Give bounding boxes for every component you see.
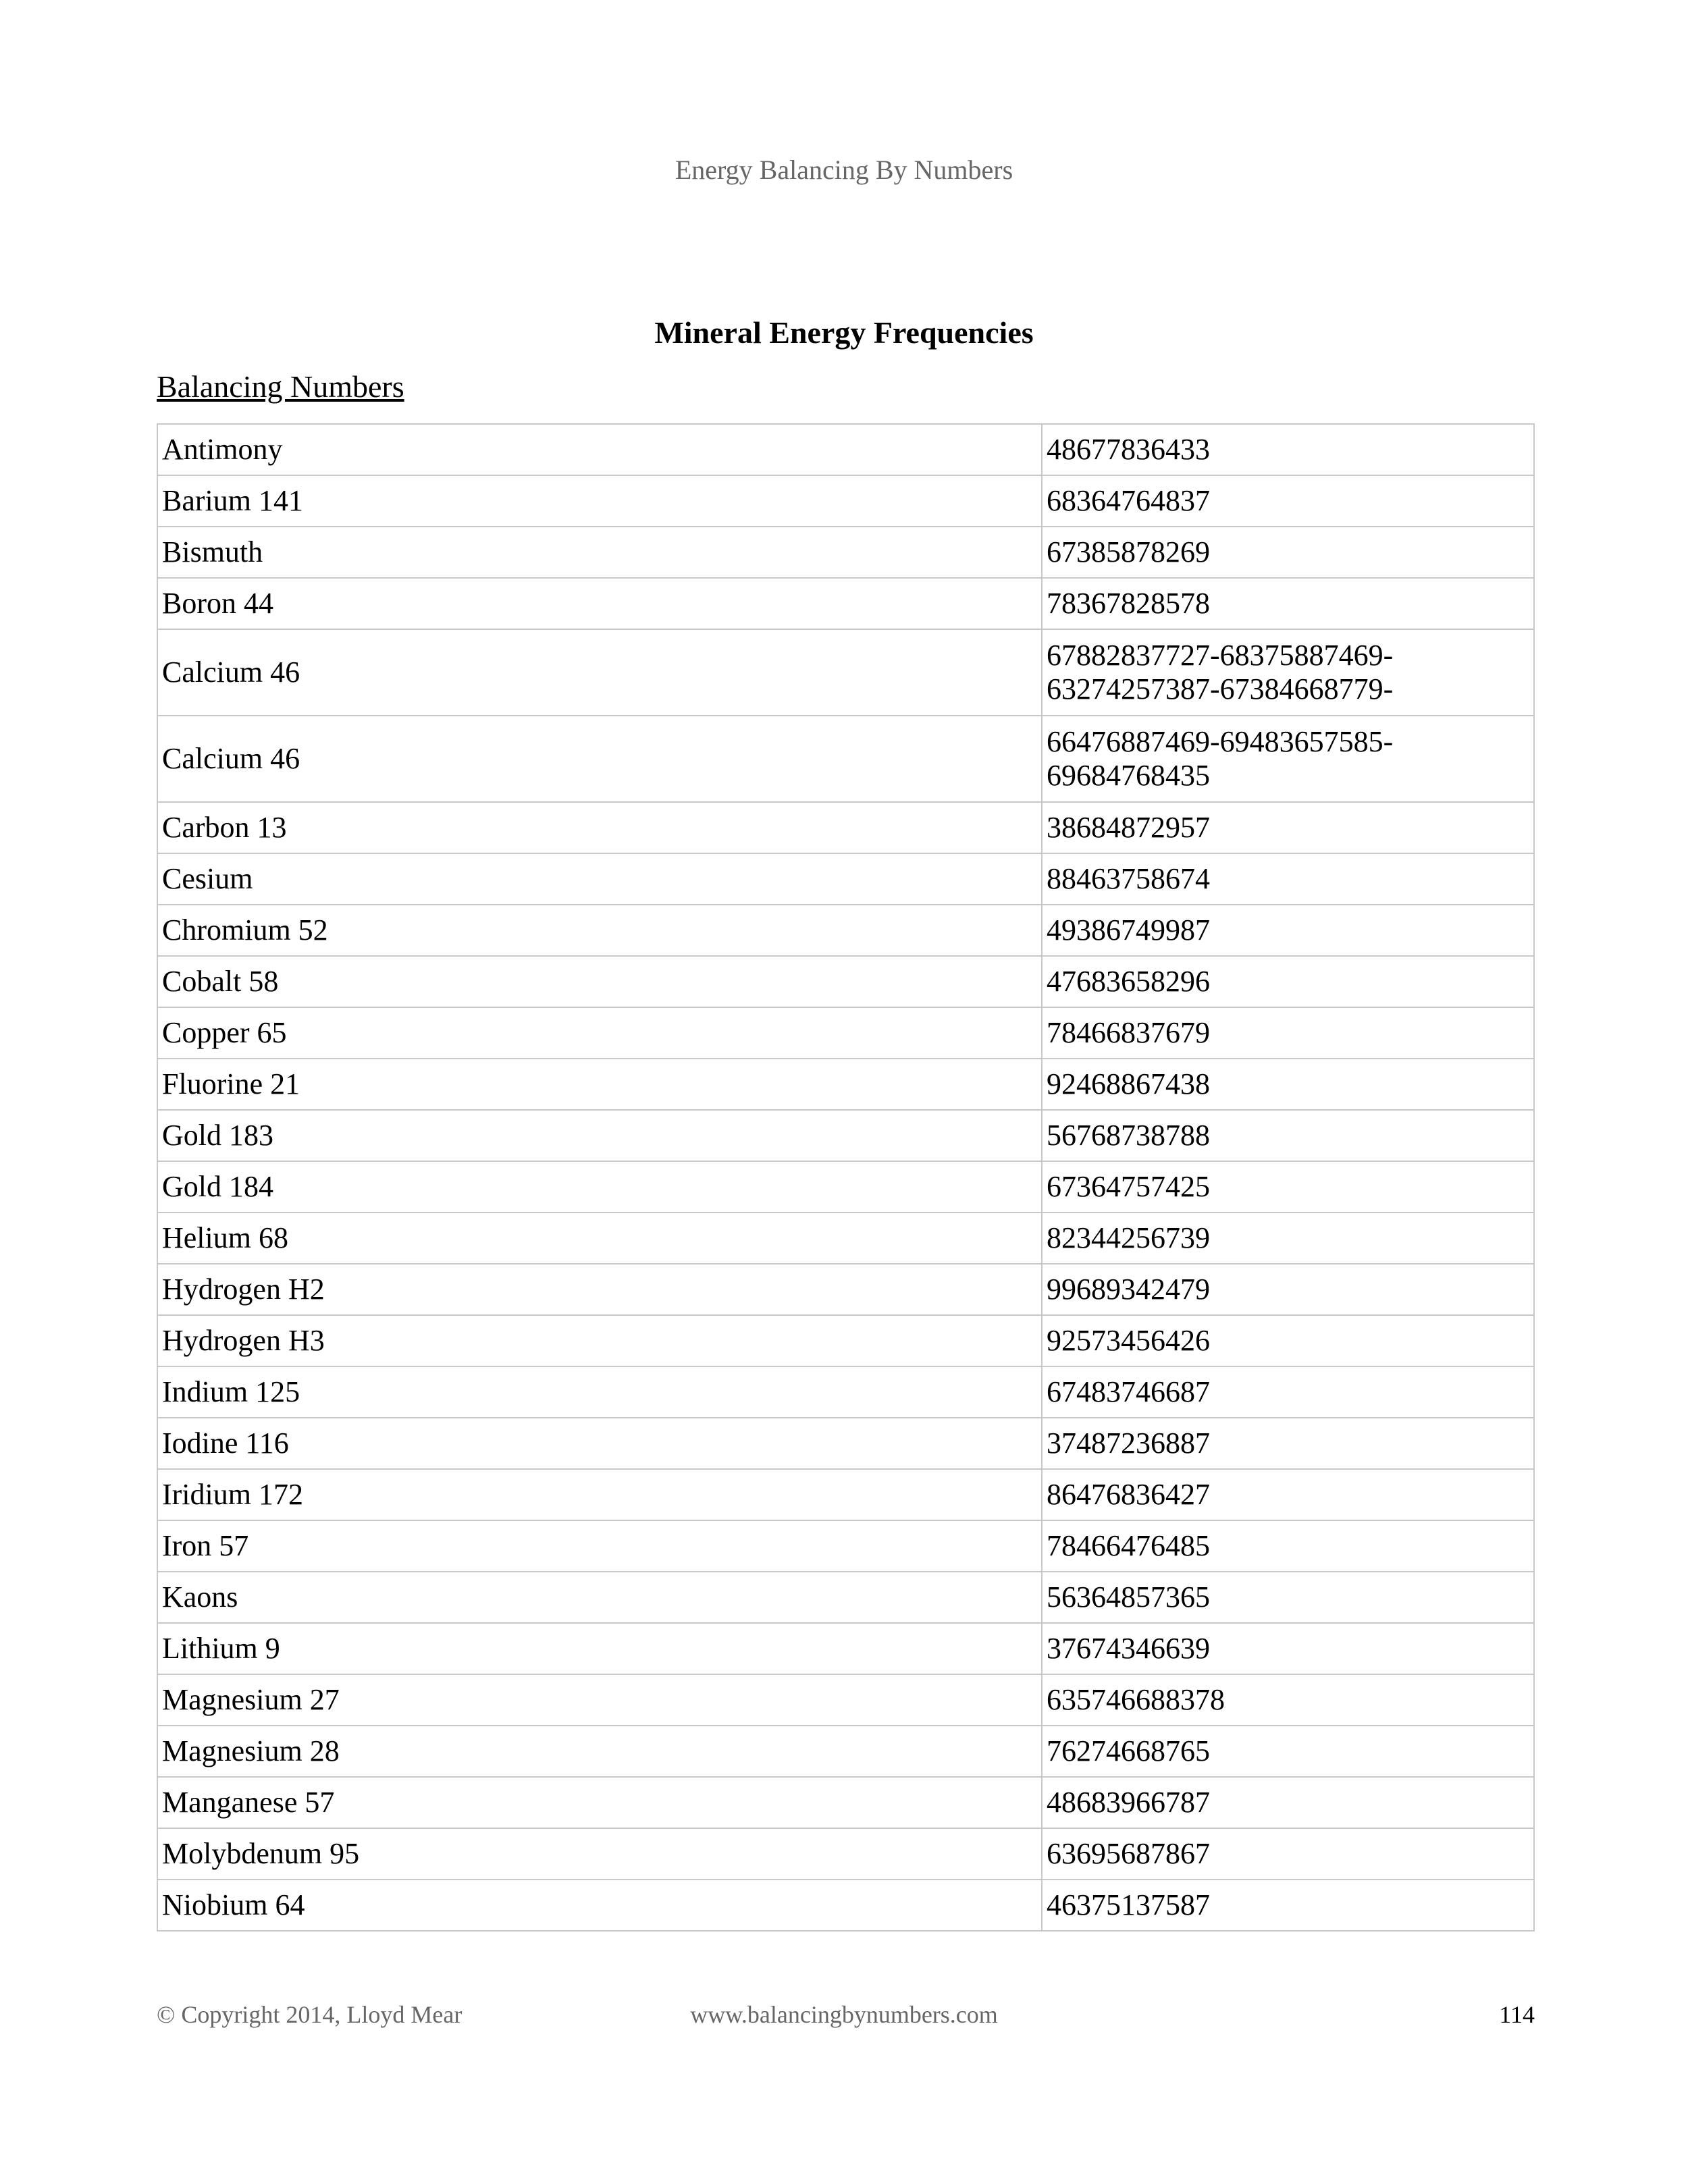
table-row	[157, 1161, 1534, 1213]
balancing-number: 88463758674	[1042, 853, 1534, 905]
mineral-name: Hydrogen H3	[157, 1315, 1042, 1366]
table-row	[157, 1623, 1534, 1674]
balancing-number: 99689342479	[1042, 1264, 1534, 1315]
table-row	[157, 1520, 1534, 1572]
mineral-name: Barium 141	[157, 475, 1042, 527]
balancing-number: 37487236887	[1042, 1418, 1534, 1469]
table-row	[157, 905, 1534, 956]
balancing-number: 46375137587	[1042, 1880, 1534, 1931]
mineral-name: Calcium 46	[157, 716, 1042, 802]
table-row	[157, 1469, 1534, 1520]
table-row	[157, 1828, 1534, 1880]
balancing-number: 63695687867	[1042, 1828, 1534, 1880]
balancing-number: 92468867438	[1042, 1059, 1534, 1110]
balancing-number: 76274668765	[1042, 1726, 1534, 1777]
table-row	[157, 1880, 1534, 1931]
balancing-number: 56364857365	[1042, 1572, 1534, 1623]
mineral-name: Iodine 116	[157, 1418, 1042, 1469]
balancing-number: 78466837679	[1042, 1007, 1534, 1059]
copyright-notice: © Copyright 2014, Lloyd Mear	[157, 2001, 463, 2028]
running-header: Energy Balancing By Numbers	[675, 155, 1013, 185]
mineral-name: Hydrogen H2	[157, 1264, 1042, 1315]
table-row	[157, 1726, 1534, 1777]
section-subtitle: Balancing Numbers	[157, 369, 404, 404]
table-row	[157, 956, 1534, 1007]
balancing-number-line: 67882837727-68375887469-	[1047, 639, 1394, 672]
balancing-number: 67364757425	[1042, 1161, 1534, 1213]
mineral-name: Carbon 13	[157, 802, 1042, 853]
mineral-name: Cesium	[157, 853, 1042, 905]
table-row	[157, 802, 1534, 853]
balancing-number: 82344256739	[1042, 1213, 1534, 1264]
table-row	[157, 853, 1534, 905]
page-number: 114	[1499, 2001, 1535, 2028]
table-row	[157, 1418, 1534, 1469]
table-row	[157, 629, 1534, 716]
mineral-name: Manganese 57	[157, 1777, 1042, 1828]
table-row	[157, 578, 1534, 629]
mineral-name: Indium 125	[157, 1366, 1042, 1418]
table-row	[157, 527, 1534, 578]
mineral-name: Cobalt 58	[157, 956, 1042, 1007]
mineral-name: Niobium 64	[157, 1880, 1042, 1931]
balancing-number: 635746688378	[1042, 1674, 1534, 1726]
balancing-number: 48683966787	[1042, 1777, 1534, 1828]
mineral-name: Lithium 9	[157, 1623, 1042, 1674]
mineral-name: Bismuth	[157, 527, 1042, 578]
balancing-number: 47683658296	[1042, 956, 1534, 1007]
balancing-number	[1042, 716, 1534, 802]
balancing-number: 78466476485	[1042, 1520, 1534, 1572]
table-row	[157, 1315, 1534, 1366]
table-row	[157, 1264, 1534, 1315]
table-row	[157, 716, 1534, 802]
balancing-number-line: 63274257387-67384668779-	[1047, 672, 1394, 705]
mineral-name: Iron 57	[157, 1520, 1042, 1572]
balancing-number: 92573456426	[1042, 1315, 1534, 1366]
table-row	[157, 1572, 1534, 1623]
mineral-name: Calcium 46	[157, 629, 1042, 716]
table-row	[157, 1007, 1534, 1059]
balancing-number	[1042, 629, 1534, 716]
table-row	[157, 1110, 1534, 1161]
page-title: Mineral Energy Frequencies	[654, 315, 1034, 350]
balancing-number: 78367828578	[1042, 578, 1534, 629]
table-row	[157, 1366, 1534, 1418]
table-row	[157, 1777, 1534, 1828]
table-row	[157, 1213, 1534, 1264]
balancing-number: 67483746687	[1042, 1366, 1534, 1418]
balancing-number: 49386749987	[1042, 905, 1534, 956]
table-row	[157, 1059, 1534, 1110]
balancing-number: 48677836433	[1042, 424, 1534, 475]
mineral-name: Gold 184	[157, 1161, 1042, 1213]
mineral-frequency-table	[157, 423, 1535, 1932]
mineral-name: Copper 65	[157, 1007, 1042, 1059]
mineral-name: Magnesium 28	[157, 1726, 1042, 1777]
mineral-name: Boron 44	[157, 578, 1042, 629]
mineral-name: Gold 183	[157, 1110, 1042, 1161]
mineral-name: Iridium 172	[157, 1469, 1042, 1520]
table-row	[157, 475, 1534, 527]
balancing-number: 67385878269	[1042, 527, 1534, 578]
table-row	[157, 424, 1534, 475]
balancing-number: 56768738788	[1042, 1110, 1534, 1161]
balancing-number: 37674346639	[1042, 1623, 1534, 1674]
table-row	[157, 1674, 1534, 1726]
mineral-name: Fluorine 21	[157, 1059, 1042, 1110]
balancing-number: 86476836427	[1042, 1469, 1534, 1520]
website-url: www.balancingbynumbers.com	[690, 2001, 998, 2028]
balancing-number-line: 69684768435	[1047, 759, 1210, 792]
mineral-name: Magnesium 27	[157, 1674, 1042, 1726]
balancing-number: 68364764837	[1042, 475, 1534, 527]
mineral-name: Kaons	[157, 1572, 1042, 1623]
mineral-name: Helium 68	[157, 1213, 1042, 1264]
mineral-name: Molybdenum 95	[157, 1828, 1042, 1880]
mineral-name: Antimony	[157, 424, 1042, 475]
balancing-number: 38684872957	[1042, 802, 1534, 853]
mineral-name: Chromium 52	[157, 905, 1042, 956]
balancing-number-line: 66476887469-69483657585-	[1047, 725, 1394, 758]
